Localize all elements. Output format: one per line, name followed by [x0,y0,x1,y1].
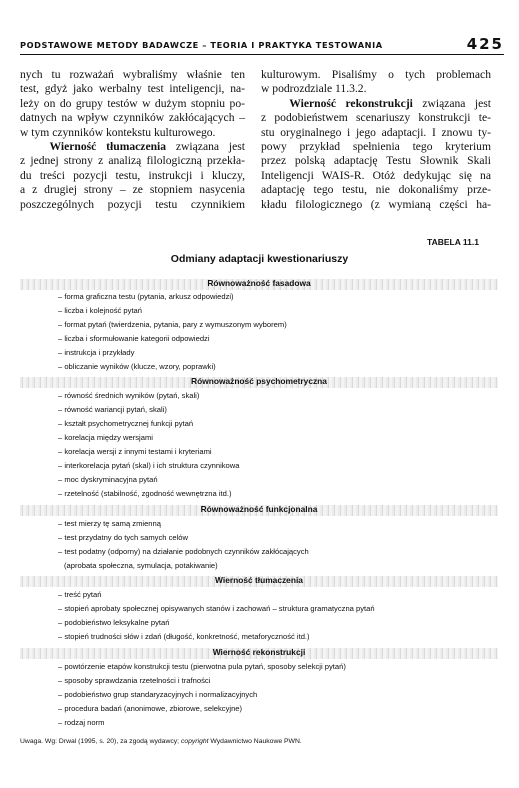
section-heading-text: Równoważność psychometryczna [191,376,327,386]
table-item: – forma graficzna testu (pytania, arkusz odpowiedzi) [58,292,234,301]
section-heading-text: Równoważność fasadowa [207,278,311,288]
term-bold: Wierność tłumaczenia [49,140,167,154]
note-text-end: Wydawnictwo Naukowe PWN. [208,738,302,745]
table-item: – treść pytań [58,590,102,599]
table-item: – interkorelacja pytań (skal) i ich struktura czynnikowa [58,461,240,470]
table-item: – liczba i sformułowanie kategorii odpowiedzi [58,334,210,343]
body-line: du treści pozycji testu, instrukcji i kluczy, [20,168,245,182]
table-item: – kształt psychometrycznej funkcji pytań [58,419,194,428]
table-item: – podobieństwo leksykalne pytań [58,618,170,627]
table-item: – równość wariancji pytań, skali) [58,405,167,414]
table-item: – korelacja wersji z innymi testami i kryteriami [58,447,212,456]
body-line: poszczególnych pozycji testu czynnikiem [20,197,245,211]
page-number: 425 [466,35,504,53]
section-heading-text: Równoważność funkcjonalna [200,504,318,514]
table-item: – instrukcja i przykłady [58,348,135,357]
body-line: z podobieństwem scenariuszy konstrukcji te- [261,111,491,125]
paragraph-first-line [261,97,491,111]
table-title: Odmiany adaptacji kwestionariuszy [170,253,349,265]
body-line: kładu filologicznego (z wymianą części ha- [261,197,491,211]
body-line: adaptację tego testu, nie dokonaliśmy prze- [261,183,491,197]
body-line: a z drugiej strony – ze stopniem nasycenia [20,183,245,197]
table-item: – test podatny (odporny) na działanie podobnych czynników zakłócających [58,547,309,556]
section-heading-text: Wierność tłumaczenia [215,575,303,585]
table-item: – test mierzy tę samą zmienną [58,519,161,528]
term-bold: Wierność rekonstrukcji [289,96,413,110]
table-item: – rodzaj norm [58,718,105,727]
paragraph-first-line [20,140,245,154]
running-header [20,35,504,55]
table-item: – równość średnich wyników (pytań, skali) [58,391,200,400]
body-text: związana jest [412,96,491,110]
body-line: Inteligencji WAIS-R. Otóż dedykując się na [261,168,491,182]
section-heading [20,279,498,290]
note-italic: copyright [180,738,209,745]
left-column [20,68,245,212]
body-line: z jednej strony z analizą filologiczną przekła- [20,154,245,168]
body-line: leży on do grupy testów w dużym stopniu po- [20,96,245,110]
table-label: TABELA 11.1 [427,237,479,247]
table-item: – rzetelność (stabilność, zgodność wewnętrzna itd.) [58,489,232,498]
body-line: test, gdyż jako werbalny test inteligencji, na- [20,82,245,96]
table-item: – test przydatny do tych samych celów [58,533,188,542]
note-text: Uwaga. Wg: Drwal (1995, s. 20), za zgodą wydawcy; [20,738,181,745]
section-heading-text: Wierność rekonstrukcji [212,647,306,657]
table-item: – procedura badań (anonimowe, zbiorowe, selekcyjne) [58,704,243,713]
table-item: (aprobata społeczna, symulacja, potakiwanie) [64,561,218,570]
table-item: – format pytań (twierdzenia, pytania, pary z wymuszonym wyborem) [58,320,287,329]
section-heading [20,377,498,388]
table-item: – sposoby sprawdzania rzetelności i trafności [58,676,211,685]
table-item: – podobieństwo grup standaryzacyjnych i normalizacyjnych [58,690,258,699]
body-line: nych tu rozważań wybraliśmy właśnie ten [20,68,245,81]
body-text: związana jest [166,140,245,154]
running-title: PODSTAWOWE METODY BADAWCZE – TEORIA I PRAKTYKA TESTOWANIA [20,40,383,50]
section-heading [20,576,498,587]
table-item: – moc dyskryminacyjna pytań [58,475,158,484]
table-item: – liczba i kolejność pytań [58,306,142,315]
table-note [20,738,302,745]
section-heading [20,648,498,659]
body-line: w podrozdziale 11.3.2. [261,82,367,96]
body-line: datnych na wpływ czynników zakłócających – [20,111,245,125]
body-line: stu oryginalnego i jego adaptacji. I znowu ty- [261,125,491,139]
body-line: powy przykład spełnienia tego kryterium [261,140,491,154]
table-item: – korelacja między wersjami [58,433,153,442]
table-item: – stopień aprobaty społecznej opisywanych stanów i zachowań – struktura gramatyczna pytań [58,604,375,613]
section-heading [20,505,498,516]
body-line: przez polską adaptację Testu Słownik Skali [261,154,491,168]
body-line: w tym czynników kontekstu kulturowego. [20,125,216,139]
body-line: kulturowym. Pisaliśmy o tych problemach [261,68,491,81]
table-item: – powtórzenie etapów konstrukcji testu (pierwotna pula pytań, sposoby selekcji pytań) [58,662,346,671]
right-column [261,68,491,212]
table-item: – stopień trudności słów i zdań (długość, konkretność, metaforyczność itd.) [58,632,310,641]
table-item: – obliczanie wyników (klucze, wzory, poprawki) [58,362,216,371]
